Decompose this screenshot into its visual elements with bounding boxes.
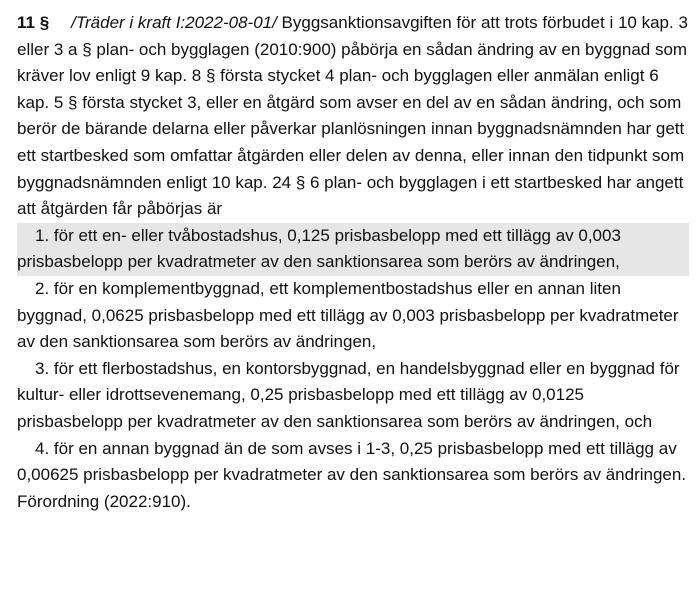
section-number: 11 § <box>17 13 50 32</box>
law-section <box>17 10 689 515</box>
list-item-1: 1. för ett en- eller tvåbostadshus, 0,125 prisbasbelopp med ett tillägg av 0,003 prisbasbelopp per kvadratmeter av den sanktionsarea som berörs av ändringen, <box>17 223 689 276</box>
list-item-4: 4. för en annan byggnad än de som avses i 1-3, 0,25 prisbasbelopp med ett tillägg av 0,00625 prisbasbelopp per kvadratmeter av den sanktionsarea som berörs av ändringen. <box>17 438 687 485</box>
section-intro-paragraph <box>17 10 689 223</box>
source-reference: Förordning (2022:910). <box>17 491 191 511</box>
list-item-3: 3. för ett flerbostadshus, en kontorsbyggnad, en handelsbyggnad eller en byggnad för kultur- eller idrottsevenemang, 0,25 prisbasbelopp med ett tillägg av 0,0125 prisbasbelopp per kvadratmeter av den sanktionsarea som berörs av ändringen, och <box>17 358 680 431</box>
list-item-2: 2. för en komplementbyggnad, ett komplementbostadshus eller en annan liten byggnad, 0,0625 prisbasbelopp med ett tillägg av 0,003 prisbasbelopp per kvadratmeter av den sanktionsarea som berörs av ändringen, <box>17 278 679 352</box>
section-intro-text: Byggsanktionsavgiften för att trots förbudet i 10 kap. 3 eller 3 a § plan- och bygglagen (2010:900) påbörja en sådan ändring av en byggnad som kräver lov enligt 9 kap. 8 § första stycket 4 plan- och bygglagen eller anmälan enligt 6 kap. 5 § första stycket 3, eller en åtgärd som avser en del av en sådan ändring, och som berör de bärande delarna eller påverkar planlösningen innan byggnadsnämnden har gett ett startbesked som omfattar åtgärden eller delen av denna, eller innan den tidpunkt som byggnadsnämnden enligt 10 kap. 24 § 6 plan- och bygglagen i ett startbesked har angett att åtgärden får påbörjas är <box>17 13 688 219</box>
effective-date-note: /Träder i kraft I:2022-08-01/ <box>71 13 277 32</box>
